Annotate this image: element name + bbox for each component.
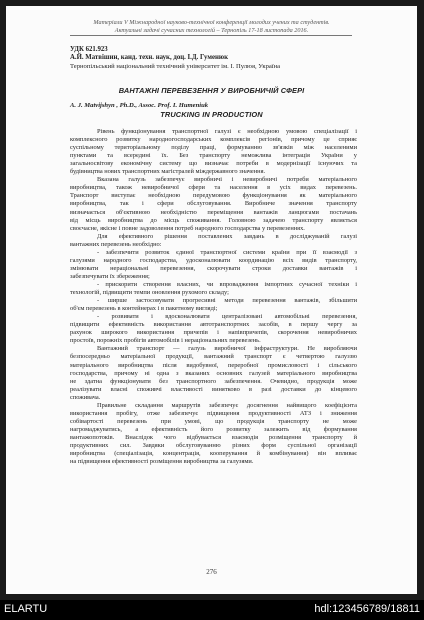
handle-label: hdl:123456789/18811 [314, 603, 420, 615]
body-line: змінювати нераціональні перевезення, скорочувати строки доставки вантажів і [70, 264, 357, 272]
body-line: на підвищення ефективності розміщення виробництва за галузями. [70, 458, 254, 466]
body-line: галузями народного господарства, удосконалювати координацію всіх видів транспорту, [70, 256, 357, 264]
body-line: об'єм перевезень в контейнерах і в пакетному вигляді; [70, 305, 218, 313]
conference-header-line2: Актуальні задачі сучасних технологій – Тернопіль 17-18 листопада 2016. [114, 27, 309, 34]
body-line: продуктивних сил. Завдяки обслуговуванню різних форм суспільної організації [70, 442, 357, 449]
body-line: нагромаджуватись, а ефективність його розвитку залежить від формування [70, 425, 357, 433]
body-line: вантажних перевезень необхідно: [70, 240, 162, 248]
body-line: безпосередньо матеріальної продукції, вантажний транспорт є четвертою галуззю [70, 353, 357, 361]
body-line: використання пробігу, отже забезпечує підвищення продуктивності АТЗ і зниження [70, 409, 357, 417]
body-line: будівництва нових транспортних магістралей міждержавного значення. [70, 168, 266, 176]
body-line: виробництва, також невиробничої сфери та населення в усіх видах перевезень. [70, 184, 357, 192]
body-line: рахунок широкого використання причепів і напівпричепів, скорочення невиробничих [70, 329, 357, 337]
body-line: комплексного розвитку народногосподарських комплексів регіонів, причому це сприяє [70, 136, 357, 144]
page-number: 276 [206, 568, 217, 576]
conference-header-line1: Матеріали V Міжнародної науково-технічної конференції молодих учених та студентів. [93, 19, 330, 26]
body-line: Для ефективного рішення поставлених завдань в досліджуваній галузі [97, 232, 357, 240]
body-line: технологій, підвищити темпи оновлення рухомого складу; [70, 289, 229, 296]
body-line: - розвивати і вдосконалювати централізовані автомобільні перевезення, [97, 313, 357, 321]
body-line: матеріального виробництва після видобувної, переробної промисловості і сільського [70, 361, 357, 369]
authors: А.Й. Матвішин, канд. техн. наук, доц. І.Д. Гуменюк [70, 54, 228, 61]
body-line: забезпечувати їх збереження; [70, 272, 150, 280]
body-line: - ширше застосовувати прогресивні методи перевезення вантажів, збільшити [97, 297, 357, 305]
affiliation: Тернопільський національний технічний університет ім. І. Пулюя, Україна [70, 63, 281, 70]
body-line: Транспорт виступає необхідною передумовою функціонування як матеріального [70, 192, 357, 200]
body-line: собівартості перевезень при умові, що продукція транспорту не може [70, 417, 357, 425]
body-line: своєчасне, якісне і повне задоволення потреб народного господарства у перевезеннях. [70, 224, 305, 232]
body-line: визначається об'єктивною необхідністю переміщення вантажів ланцюгами постачань [70, 208, 357, 216]
body-line: - прискорити створення власних, чи впровадження імпортних сучасної техніки і [97, 281, 357, 288]
authors-en: A. J. Matvijshyn , Ph.D., Assoc. Prof. I. Humeniuk [70, 102, 209, 109]
repository-label: ELARTU [4, 603, 48, 615]
body-line: не здатна функціонувати без транспортного забезпечення. Очевидно, продукція може [70, 377, 357, 385]
body-line: Рівень функціонування транспортної галузі є необхідною умовою спеціалізації і [97, 128, 357, 135]
body-line: підвищити ефективність використання автотранспортних засобів, в першу чергу за [70, 321, 357, 329]
body-line: загальносвітову економічну систему що визначає потреби в модернізації існуючих та [70, 160, 357, 168]
body-line: від місць виробництва до місць споживання. Головною задачею транспорту являється [70, 216, 357, 224]
udc-code: УДК 621.923 [70, 46, 108, 53]
title-en: TRUCKING IN PRODUCTION [160, 110, 263, 119]
header-rule [70, 35, 352, 36]
document-page [6, 6, 417, 594]
body-line: Вказана галузь забезпечує виробничі і невиробничі потреби матеріального [97, 176, 357, 184]
body-line: господарства, причому ні одна з вказаних основних галузей матеріального виробництва [70, 369, 357, 377]
body-line: споживача. [70, 393, 101, 401]
viewer-footer [0, 600, 424, 620]
body-line: простоїв, порожніх пробігів автомобілів і нераціональних перевезень. [70, 337, 261, 345]
body-line: виробництва (спеціалізація, концентрація, кооперування й комбінування) він впливає [70, 450, 357, 457]
body-line: - забезпечити розвиток єдиної транспортної системи країни при її взаємодії з [97, 248, 357, 256]
title-ua: ВАНТАЖНІ ПЕРЕВЕЗЕННЯ У ВИРОБНИЧІЙ СФЕРІ [118, 86, 305, 95]
body-line: пунктами та всередині їх. Без транспорту неможлива інтеграція України у [70, 152, 357, 160]
body-line: суспільному територіальному поділу праці, формуванню зв'язків між населеними [70, 144, 357, 152]
body-line: Вантажний транспорт — галузь виробничої інфраструктури. Не виробляючи [97, 345, 357, 353]
body-line: реалізувати власні споживчі властивості винятково в разі доставки до кінцевого [70, 385, 357, 393]
body-line: виробництва, так і сфери обслуговування. Виробниче значення транспорту [70, 200, 357, 208]
body-line: Правильне складання маршрутів забезпечує досягнення найвищого коефіцієнта [97, 401, 357, 409]
body-line: вантажопотоків. Внаслідок чого відбувається взаємодія розміщення транспорту й [70, 433, 357, 441]
